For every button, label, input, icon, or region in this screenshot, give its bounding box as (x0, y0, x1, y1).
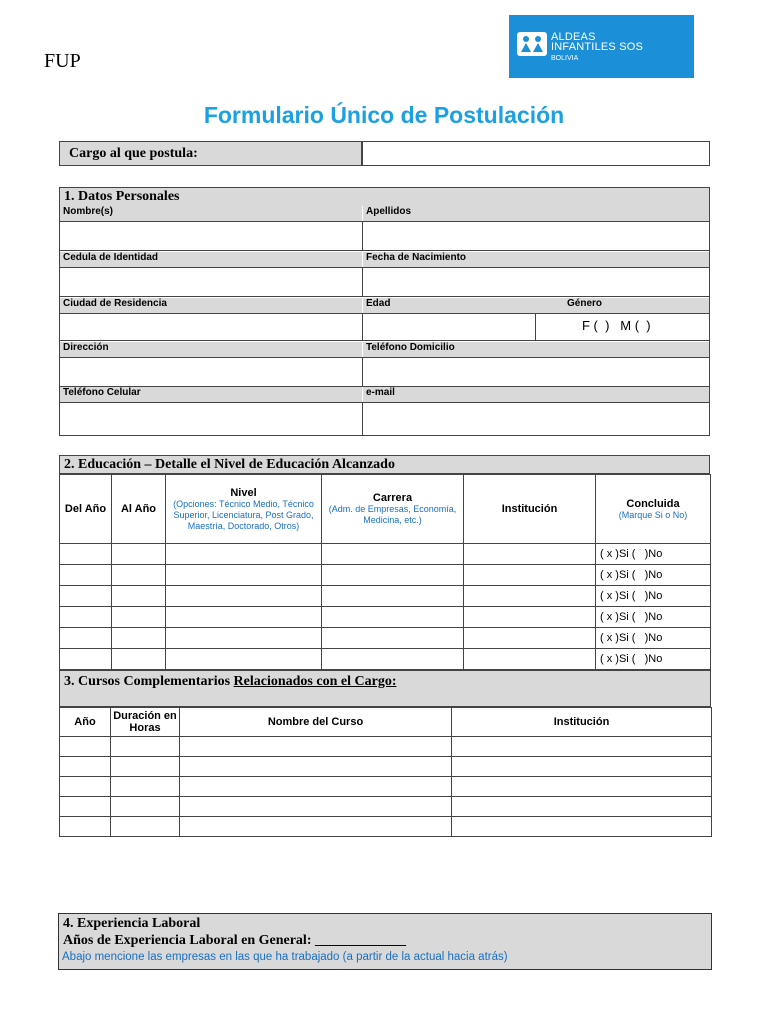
carrera-cell[interactable] (322, 649, 464, 670)
logo-text-country: BOLIVIA (551, 55, 579, 62)
cursos-heading-underlined: Relacionados con el Cargo: (233, 674, 397, 689)
del-anio-cell[interactable] (60, 628, 112, 649)
edad-field[interactable] (362, 313, 536, 341)
anios-experiencia-label: Años de Experiencia Laboral en General: _____________ (63, 933, 406, 948)
table-row (60, 777, 712, 797)
cursos-header (59, 670, 711, 707)
al-anio-cell[interactable] (112, 649, 166, 670)
nombre-curso-cell[interactable] (180, 737, 452, 757)
duracion-cell[interactable] (111, 797, 180, 817)
table-row (60, 607, 711, 628)
carrera-header: Carrera (372, 492, 413, 504)
institucion-header: Institución (501, 503, 558, 515)
nivel-cell[interactable] (166, 607, 322, 628)
table-row (60, 544, 711, 565)
table-row (60, 565, 711, 586)
nivel-header: Nivel (230, 486, 257, 499)
direccion-label: Dirección (63, 342, 109, 353)
al-anio-cell[interactable] (112, 607, 166, 628)
table-row (60, 737, 712, 757)
concluida-cell[interactable]: ( x )Si ( )No (596, 565, 711, 586)
col-header (322, 475, 464, 544)
telefono-domicilio-field[interactable] (362, 357, 710, 387)
al-anio-cell[interactable] (112, 586, 166, 607)
col-header (180, 708, 452, 737)
telefono-celular-field[interactable] (59, 402, 363, 436)
nombre-label: Nombre(s) (63, 206, 114, 217)
institucion-cell[interactable] (464, 607, 596, 628)
concluida-cell[interactable]: ( x )Si ( )No (596, 544, 711, 565)
del-anio-cell[interactable] (60, 565, 112, 586)
table-row (60, 628, 711, 649)
al-anio-cell[interactable] (112, 565, 166, 586)
telefono-celular-label: Teléfono Celular (63, 387, 141, 398)
label-row-cell (60, 252, 362, 267)
anio-cell[interactable] (60, 757, 111, 777)
educacion-header (59, 455, 710, 474)
del-anio-cell[interactable] (60, 586, 112, 607)
col-header (60, 708, 111, 737)
nivel-cell[interactable] (166, 565, 322, 586)
anio-cell[interactable] (60, 777, 111, 797)
institucion-cell[interactable] (464, 628, 596, 649)
logo-text-line1: ALDEAS (551, 31, 596, 43)
ciudad-field[interactable] (59, 313, 363, 341)
section-heading: 2. Educación – Detalle el Nivel de Educación Alcanzado (64, 457, 395, 472)
label-row-cell (363, 387, 709, 402)
duracion-header: Duración en Horas (113, 710, 177, 734)
duracion-cell[interactable] (111, 777, 180, 797)
carrera-cell[interactable] (322, 586, 464, 607)
nivel-cell[interactable] (166, 628, 322, 649)
form-code: FUP (44, 50, 81, 72)
anio-cell[interactable] (60, 817, 111, 837)
datos-personales-header (60, 188, 709, 206)
duracion-cell[interactable] (111, 757, 180, 777)
table-row (60, 797, 712, 817)
concluida-cell[interactable]: ( x )Si ( )No (596, 586, 711, 607)
del-anio-cell[interactable] (60, 649, 112, 670)
label-row-cell (60, 298, 362, 313)
institucion-header: Institución (553, 716, 610, 728)
fecha-nacimiento-label: Fecha de Nacimiento (366, 252, 467, 263)
table-row (60, 757, 712, 777)
cargo-input[interactable] (362, 141, 710, 166)
label-row-cell (363, 252, 709, 267)
logo-text-line2: INFANTILES SOS (551, 41, 644, 53)
fecha-nacimiento-field[interactable] (362, 267, 710, 297)
carrera-cell[interactable] (322, 544, 464, 565)
carrera-header-note: (Adm. de Empresas, Economía, Medicina, etc.) (328, 504, 457, 525)
cargo-label-cell (59, 141, 362, 166)
table-row (60, 649, 711, 670)
email-field[interactable] (362, 402, 710, 436)
apellidos-field[interactable] (362, 221, 710, 251)
experiencia-note: Abajo mencione las empresas en las que ha trabajado (a partir de la actual hacia atrás) (62, 951, 508, 963)
label-row-cell (60, 342, 362, 357)
nombre-field[interactable] (59, 221, 363, 251)
cargo-label: Cargo al que postula: (69, 146, 198, 161)
nivel-cell[interactable] (166, 649, 322, 670)
anio-cell[interactable] (60, 797, 111, 817)
duracion-cell[interactable] (111, 737, 180, 757)
carrera-cell[interactable] (322, 628, 464, 649)
section-heading: 4. Experiencia Laboral (63, 916, 201, 931)
institucion-cell[interactable] (464, 544, 596, 565)
label-row-cell (60, 387, 362, 402)
genero-label: Género (567, 298, 603, 309)
concluida-cell[interactable]: ( x )Si ( )No (596, 649, 711, 670)
educacion-table (59, 474, 711, 670)
apellidos-label: Apellidos (366, 206, 412, 217)
col-header (60, 475, 112, 544)
label-row-cell (363, 342, 709, 357)
genero-field[interactable] (535, 313, 710, 341)
nivel-cell[interactable] (166, 586, 322, 607)
institucion-cell[interactable] (464, 565, 596, 586)
carrera-cell[interactable] (322, 607, 464, 628)
cedula-label: Cedula de Identidad (63, 252, 159, 263)
al-anio-cell[interactable] (112, 544, 166, 565)
carrera-cell[interactable] (322, 565, 464, 586)
nombre-curso-cell[interactable] (180, 757, 452, 777)
label-row-cell (363, 206, 709, 221)
cursos-heading-prefix: 3. Cursos Complementarios (64, 674, 234, 689)
email-label: e-mail (366, 387, 395, 398)
nombre-curso-cell[interactable] (180, 777, 452, 797)
nombre-curso-header: Nombre del Curso (267, 716, 364, 728)
section-heading: 1. Datos Personales (64, 189, 180, 204)
institucion-cell[interactable] (452, 777, 712, 797)
anio-cell[interactable] (60, 737, 111, 757)
label-row-cell (363, 298, 709, 313)
institucion-cell[interactable] (464, 649, 596, 670)
del-anio-header: Del Año (64, 503, 107, 515)
institucion-cell[interactable] (464, 586, 596, 607)
del-anio-cell[interactable] (60, 544, 112, 565)
nivel-cell[interactable] (166, 544, 322, 565)
anio-header: Año (74, 716, 96, 728)
ciudad-label: Ciudad de Residencia (63, 298, 167, 309)
col-header (166, 475, 322, 544)
nivel-header-note: (Opciones: Técnico Medio, Técnico Superior, Licenciatura, Post Grado, Maestría, Doctorado, Otros) (173, 498, 314, 531)
genero-options: F ( ) M ( ) (582, 318, 651, 333)
concluida-cell[interactable]: ( x )Si ( )No (596, 607, 711, 628)
del-anio-cell[interactable] (60, 607, 112, 628)
experiencia-header (58, 913, 712, 970)
col-header (452, 708, 712, 737)
form-title: Formulario Único de Postulación (203, 102, 565, 128)
col-header (596, 475, 711, 544)
col-header (111, 708, 180, 737)
concluida-cell[interactable]: ( x )Si ( )No (596, 628, 711, 649)
col-header (112, 475, 166, 544)
cedula-field[interactable] (59, 267, 363, 297)
institucion-cell[interactable] (452, 737, 712, 757)
edad-label: Edad (366, 298, 391, 309)
cursos-table (59, 707, 712, 837)
table-row (60, 817, 712, 837)
sos-children-icon (517, 32, 547, 56)
duracion-cell[interactable] (111, 817, 180, 837)
nombre-curso-cell[interactable] (180, 797, 452, 817)
concluida-header-note: (Marque Si o No) (618, 509, 688, 520)
nombre-curso-cell[interactable] (180, 817, 452, 837)
section-heading (64, 674, 396, 690)
organization-logo (509, 15, 694, 78)
telefono-domicilio-label: Teléfono Domicilio (366, 342, 455, 353)
institucion-cell[interactable] (452, 817, 712, 837)
al-anio-cell[interactable] (112, 628, 166, 649)
label-row-cell (60, 206, 362, 221)
concluida-header: Concluida (626, 497, 680, 510)
institucion-cell[interactable] (452, 797, 712, 817)
col-header (464, 475, 596, 544)
direccion-field[interactable] (59, 357, 363, 387)
institucion-cell[interactable] (452, 757, 712, 777)
table-row (60, 586, 711, 607)
al-anio-header: Al Año (120, 503, 157, 515)
